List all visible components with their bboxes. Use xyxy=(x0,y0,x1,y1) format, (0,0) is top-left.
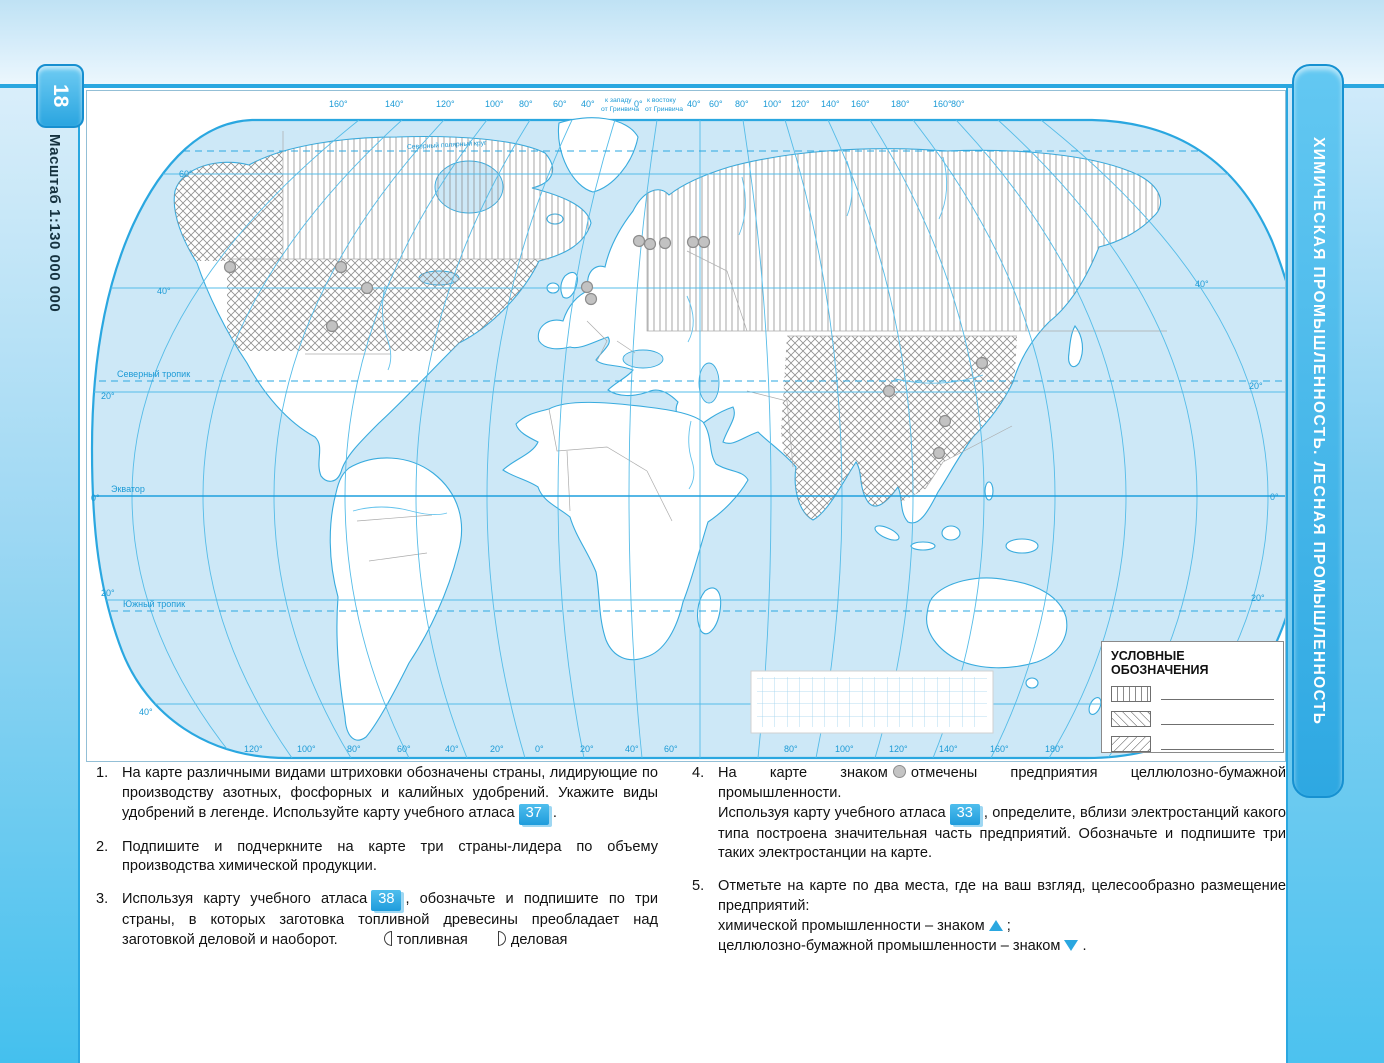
legend-title: УСЛОВНЫЕ ОБОЗНАЧЕНИЯ xyxy=(1111,649,1209,677)
pulp-mill-dot xyxy=(634,236,645,247)
legend-box xyxy=(1101,641,1284,753)
legend-item xyxy=(1111,686,1274,702)
pulp-mill-dot xyxy=(884,386,895,397)
task-number: 1. xyxy=(96,765,109,781)
task-2 xyxy=(96,838,658,878)
svg-text:20°: 20° xyxy=(490,744,504,754)
pulp-mill-dot xyxy=(586,294,597,305)
pulp-mill-dot xyxy=(645,239,656,250)
svg-text:160°: 160° xyxy=(851,99,870,109)
pulp-mill-dot xyxy=(336,262,347,273)
svg-text:20°: 20° xyxy=(1249,381,1263,391)
svg-text:80°: 80° xyxy=(347,744,361,754)
pulp-mill-dot xyxy=(934,448,945,459)
svg-text:60°: 60° xyxy=(553,99,567,109)
svg-text:160°: 160° xyxy=(990,744,1009,754)
island-borneo xyxy=(942,526,960,540)
longitude-labels-top xyxy=(329,97,965,113)
tropic-of-cancer-label: Северный тропик xyxy=(117,369,191,379)
pulp-mill-dot xyxy=(327,321,338,332)
svg-text:40°: 40° xyxy=(625,744,639,754)
svg-text:20°: 20° xyxy=(101,588,115,598)
chapter-ribbon xyxy=(1292,64,1344,798)
top-band xyxy=(0,0,1384,84)
svg-text:100°: 100° xyxy=(485,99,504,109)
pulp-mill-dot xyxy=(940,416,951,427)
svg-text:120°: 120° xyxy=(436,99,455,109)
industrial-wood-symbol-icon xyxy=(498,931,506,946)
task-text: На карте знаком отмечены предприятия целлюлозно-бумажной промышленности. Используя карту учебного атласа 33 , определите, вблизи электростанций какого типа построена значительная часть предприятий. Обозначьте и подпишите три таких электростанции на карте. xyxy=(718,765,1286,862)
map-scale-label: Масштаб 1:130 000 000 xyxy=(46,134,63,313)
pulp-mill-dot xyxy=(225,262,236,273)
fuel-wood-symbol-icon xyxy=(384,931,392,946)
top-rule xyxy=(0,84,1384,88)
backslash-hatch-swatch-icon xyxy=(1111,711,1151,727)
legend-blank-line xyxy=(1161,713,1274,725)
black-sea xyxy=(623,350,663,368)
tasks-column-left xyxy=(96,764,658,970)
svg-text:140°: 140° xyxy=(821,99,840,109)
svg-text:0°: 0° xyxy=(634,99,643,109)
task-text: Подпишите и подчеркните на карте три страны-лидера по объему производства химической продукции. xyxy=(122,838,658,875)
equator-label: Экватор xyxy=(111,484,145,494)
svg-text:40°: 40° xyxy=(1195,279,1209,289)
island-new-guinea xyxy=(1006,539,1038,553)
task-text: На карте различными видами штриховки обозначены страны, лидирующие по производству азотных, фосфорных и калийных удобрений. Укажите виды удобрений в легенде. Используйте карту учебного атласа 37 . xyxy=(122,764,658,825)
task-number: 2. xyxy=(96,838,109,855)
legend-blank-line xyxy=(1161,738,1274,750)
svg-text:от Гринвича: от Гринвича xyxy=(601,106,639,113)
svg-text:40°: 40° xyxy=(445,744,459,754)
island-java xyxy=(911,542,935,550)
vertical-hatch-swatch-icon xyxy=(1111,686,1151,702)
page-number: 18 xyxy=(49,84,72,108)
pulp-mill-dot xyxy=(362,283,373,294)
atlas-page-badge: 37 xyxy=(519,804,549,825)
legend-item xyxy=(1111,736,1274,752)
left-margin-panel xyxy=(0,88,80,1063)
atlas-page-badge: 38 xyxy=(371,890,401,911)
svg-text:180°: 180° xyxy=(891,99,910,109)
svg-text:160°: 160° xyxy=(933,99,952,109)
task-3 xyxy=(96,890,658,951)
svg-text:20°: 20° xyxy=(1251,593,1265,603)
pulp-mill-dot xyxy=(660,238,671,249)
svg-text:160°: 160° xyxy=(329,99,348,109)
slash-hatch-swatch-icon xyxy=(1111,736,1151,752)
svg-text:0°: 0° xyxy=(91,493,100,503)
task-5 xyxy=(692,877,1286,956)
pulp-mill-dot xyxy=(977,358,988,369)
svg-text:100°: 100° xyxy=(763,99,782,109)
chapter-title: ХИМИЧЕСКАЯ ПРОМЫШЛЕННОСТЬ. ЛЕСНАЯ ПРОМЫШЛЕННОСТЬ xyxy=(1310,136,1327,726)
task-number: 4. xyxy=(692,765,705,781)
map-frame xyxy=(86,90,1286,762)
svg-text:60°: 60° xyxy=(709,99,723,109)
svg-text:60°: 60° xyxy=(179,169,193,179)
pulp-paper-plant-symbol-icon xyxy=(1064,940,1078,951)
pulp-mill-symbol-icon xyxy=(893,765,906,778)
tasks-section xyxy=(96,764,1286,970)
svg-text:0°: 0° xyxy=(1270,492,1279,502)
tropic-of-capricorn-label: Южный тропик xyxy=(123,599,186,609)
caspian-sea xyxy=(699,363,719,403)
task-number: 3. xyxy=(96,891,109,908)
task-number: 5. xyxy=(692,878,705,895)
svg-text:40°: 40° xyxy=(157,286,171,296)
notes-grid xyxy=(751,671,993,733)
svg-text:40°: 40° xyxy=(687,99,701,109)
svg-text:40°: 40° xyxy=(581,99,595,109)
island-philippines xyxy=(985,482,993,500)
svg-text:180°: 180° xyxy=(1045,744,1064,754)
svg-text:40°: 40° xyxy=(139,707,153,717)
svg-text:80°: 80° xyxy=(735,99,749,109)
svg-text:60°: 60° xyxy=(397,744,411,754)
legend-blank-line xyxy=(1161,688,1274,700)
task-text: Отметьте на карте по два места, где на ваш взгляд, целесообразно размещение предприятий: химической промышленности – знаком ; целлюлозно-бумажной промышленности – знаком . xyxy=(718,878,1286,954)
svg-text:80°: 80° xyxy=(784,744,798,754)
svg-text:0°: 0° xyxy=(535,744,544,754)
island-tasmania xyxy=(1026,678,1038,688)
task-4 xyxy=(692,764,1286,864)
page-number-tab xyxy=(36,64,84,128)
svg-text:20°: 20° xyxy=(101,391,115,401)
chemical-plant-symbol-icon xyxy=(989,920,1003,931)
tasks-column-right xyxy=(692,764,1286,970)
svg-text:от Гринвича: от Гринвича xyxy=(645,106,683,113)
svg-text:120°: 120° xyxy=(244,744,263,754)
svg-text:20°: 20° xyxy=(580,744,594,754)
svg-text:к западу: к западу xyxy=(605,97,632,104)
svg-text:80°: 80° xyxy=(951,99,965,109)
atlas-page-badge: 33 xyxy=(950,804,980,825)
task-1 xyxy=(96,764,658,825)
svg-text:к востоку: к востоку xyxy=(647,97,676,104)
svg-text:100°: 100° xyxy=(297,744,316,754)
arctic-circle-label: Северный полярный круг xyxy=(406,139,487,151)
svg-text:80°: 80° xyxy=(519,99,533,109)
task-text: Используя карту учебного атласа 38 , обозначьте и подпишите по три страны, в которых заготовка топливной древесины преобладает над заготовкой деловой и наоборот. топливная деловая xyxy=(122,891,658,948)
pulp-mill-dot xyxy=(582,282,593,293)
svg-text:120°: 120° xyxy=(791,99,810,109)
pulp-mill-dot xyxy=(688,237,699,248)
pulp-mill-dot xyxy=(699,237,710,248)
legend-item xyxy=(1111,711,1274,727)
svg-text:60°: 60° xyxy=(664,744,678,754)
svg-text:140°: 140° xyxy=(385,99,404,109)
svg-text:100°: 100° xyxy=(835,744,854,754)
svg-text:120°: 120° xyxy=(889,744,908,754)
svg-text:140°: 140° xyxy=(939,744,958,754)
